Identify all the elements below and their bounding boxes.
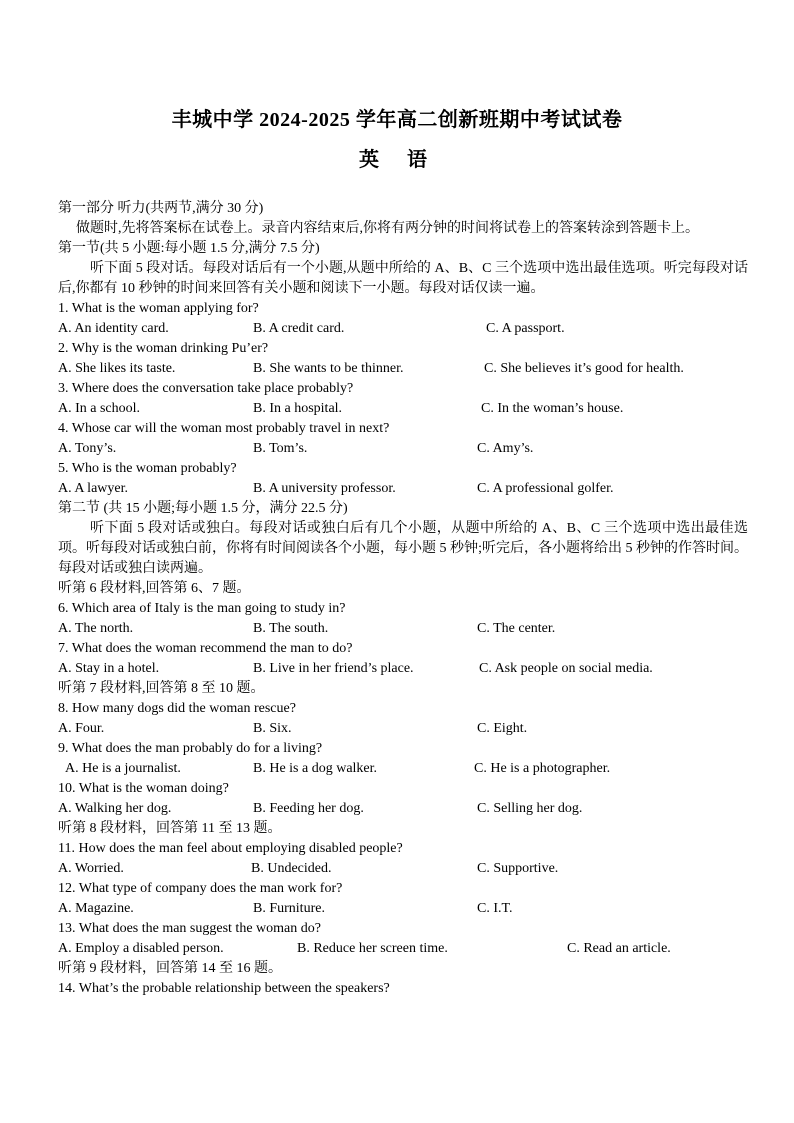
question-options [58, 799, 748, 819]
passage-intro: 听第 9 段材料，回答第 14 至 16 题。 [58, 961, 282, 976]
option-c[interactable]: C. A professional golfer. [477, 481, 614, 496]
question-options [58, 939, 748, 959]
option-b[interactable]: B. Reduce her screen time. [297, 941, 448, 956]
exam-title: 丰城中学 2024-2025 学年高二创新班期中考试试卷 [171, 109, 623, 131]
option-a[interactable]: A. Four. [58, 721, 105, 736]
passage-intro: 听第 8 段材料，回答第 11 至 13 题。 [58, 821, 282, 836]
question-options [58, 319, 748, 339]
option-c[interactable]: C. A passport. [486, 321, 565, 336]
option-c[interactable]: C. She believes it’s good for health. [484, 361, 684, 376]
option-b[interactable]: B. In a hospital. [253, 401, 343, 416]
option-a[interactable]: A. Stay in a hotel. [58, 661, 160, 676]
option-a[interactable]: A. She likes its taste. [58, 361, 176, 376]
section2-instruction: 听下面 5 段对话或独白。每段对话或独白后有几个小题，从题中所给的 A、B、C 三个选项中选出最佳选项。听每段对话或独白前，你将有时间阅读各个小题，每小题 5 秒钟;听完后，各小题将给出 5 秒钟的作答时间。每段对话或独白读两遍。 [58, 521, 748, 576]
question-stem: 10. What is the woman doing? [58, 781, 229, 796]
question-options [58, 759, 748, 779]
part1-heading: 第一部分 听力(共两节,满分 30 分) [58, 201, 264, 216]
question-stem: 5. Who is the woman probably? [58, 461, 237, 476]
question-options [58, 399, 748, 419]
question-stem: 11. How does the man feel about employing disabled people? [58, 841, 403, 856]
question-stem: 3. Where does the conversation take place probably? [58, 381, 354, 396]
option-c[interactable]: C. He is a photographer. [474, 761, 611, 776]
question-options [58, 439, 748, 459]
option-c[interactable]: C. Selling her dog. [477, 801, 583, 816]
option-b[interactable]: B. Furniture. [253, 901, 325, 916]
option-c[interactable]: C. Supportive. [477, 861, 559, 876]
option-b[interactable]: B. Six. [253, 721, 292, 736]
part1-instruction: 做题时,先将答案标在试卷上。录音内容结束后,你将有两分钟的时间将试卷上的答案转涂到答题卡上。 [76, 221, 699, 236]
option-c[interactable]: C. Eight. [477, 721, 528, 736]
question-options [58, 619, 748, 639]
option-a[interactable]: A. Tony’s. [58, 441, 117, 456]
option-c[interactable]: C. Ask people on social media. [479, 661, 653, 676]
option-b[interactable]: B. Feeding her dog. [253, 801, 364, 816]
question-stem: 7. What does the woman recommend the man to do? [58, 641, 353, 656]
option-a[interactable]: A. A lawyer. [58, 481, 128, 496]
option-b[interactable]: B. Live in her friend’s place. [253, 661, 414, 676]
question-stem: 12. What type of company does the man work for? [58, 881, 343, 896]
passage-intro: 听第 6 段材料,回答第 6、7 题。 [58, 581, 251, 596]
question-stem: 8. How many dogs did the woman rescue? [58, 701, 296, 716]
option-a[interactable]: A. Worried. [58, 861, 124, 876]
option-c[interactable]: C. Read an article. [567, 941, 671, 956]
option-a[interactable]: A. Walking her dog. [58, 801, 172, 816]
option-b[interactable]: B. Undecided. [251, 861, 332, 876]
option-b[interactable]: B. He is a dog walker. [253, 761, 378, 776]
option-a[interactable]: A. An identity card. [58, 321, 169, 336]
option-c[interactable]: C. In the woman’s house. [481, 401, 624, 416]
question-options [58, 859, 748, 879]
question-stem: 9. What does the man probably do for a living? [58, 741, 323, 756]
option-b[interactable]: B. A university professor. [253, 481, 396, 496]
option-a[interactable]: A. He is a journalist. [65, 761, 181, 776]
question-options [58, 659, 748, 679]
question-stem: 2. Why is the woman drinking Pu’er? [58, 341, 269, 356]
section1-heading: 第一节(共 5 小题:每小题 1.5 分,满分 7.5 分) [58, 241, 320, 256]
option-b[interactable]: B. A credit card. [253, 321, 345, 336]
question-stem: 1. What is the woman applying for? [58, 301, 259, 316]
section1-instruction: 听下面 5 段对话。每段对话后有一个小题,从题中所给的 A、B、C 三个选项中选出最佳选项。听完每段对话后,你都有 10 秒钟的时间来回答有关小题和阅读下一小题。每段对话仅读一遍。 [58, 261, 748, 296]
option-c[interactable]: C. Amy’s. [477, 441, 534, 456]
option-b[interactable]: B. Tom’s. [253, 441, 308, 456]
question-stem: 14. What’s the probable relationship between the speakers? [58, 981, 390, 996]
question-options [58, 479, 748, 499]
section2-heading: 第二节 (共 15 小题;每小题 1.5 分，满分 22.5 分) [58, 501, 348, 516]
question-stem: 6. Which area of Italy is the man going to study in? [58, 601, 346, 616]
exam-content [58, 199, 748, 999]
question-options [58, 719, 748, 739]
option-c[interactable]: C. I.T. [477, 901, 513, 916]
question-options [58, 359, 748, 379]
option-a[interactable]: A. In a school. [58, 401, 141, 416]
question-stem: 13. What does the man suggest the woman do? [58, 921, 321, 936]
option-a[interactable]: A. Employ a disabled person. [58, 941, 224, 956]
option-b[interactable]: B. The south. [253, 621, 329, 636]
exam-subject: 英语 [359, 149, 455, 171]
option-a[interactable]: A. The north. [58, 621, 134, 636]
option-b[interactable]: B. She wants to be thinner. [253, 361, 404, 376]
option-c[interactable]: C. The center. [477, 621, 556, 636]
question-options [58, 899, 748, 919]
question-stem: 4. Whose car will the woman most probably travel in next? [58, 421, 390, 436]
passage-intro: 听第 7 段材料,回答第 8 至 10 题。 [58, 681, 265, 696]
option-a[interactable]: A. Magazine. [58, 901, 134, 916]
